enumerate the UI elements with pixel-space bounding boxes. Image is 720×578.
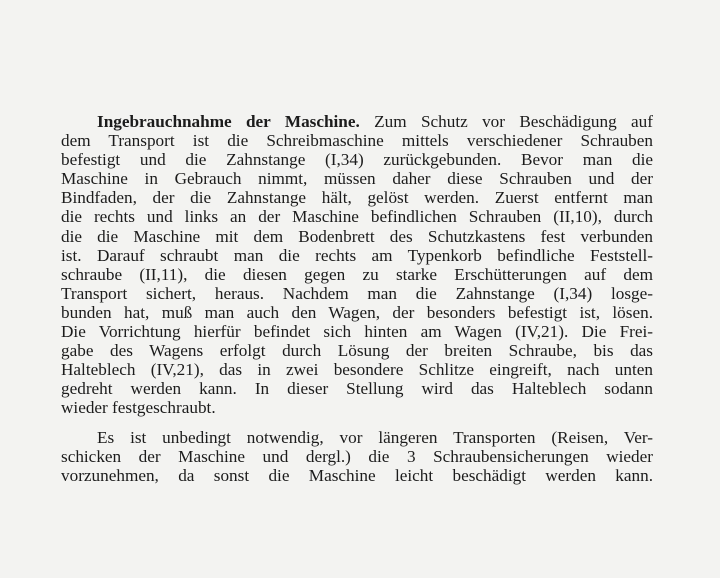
text-line: Maschine in Gebrauch nimmt, müssen daher diese Schrauben und der xyxy=(61,169,653,189)
text-line: gedreht werden kann. In dieser Stellung wird das Halteblech sodann xyxy=(61,379,653,399)
paragraph-1 xyxy=(61,112,653,418)
text-line: Bindfaden, der die Zahnstange hält, gelöst werden. Zuerst entfernt man xyxy=(61,188,653,208)
text-line xyxy=(61,112,653,131)
text-line: Halteblech (IV,21), das in zwei besondere Schlitze eingreift, nach unten xyxy=(61,360,653,380)
paragraph-spacer xyxy=(61,418,653,428)
text-line: wieder festgeschraubt. xyxy=(61,398,216,418)
text-line: Es ist unbedingt notwendig, vor längeren Transporten (Reisen, Ver- xyxy=(97,427,653,447)
text-line: schicken der Maschine und dergl.) die 3 Schraubensicherungen wieder xyxy=(61,446,653,466)
text-line: schraube (II,11), die diesen gegen zu starke Erschütterungen auf dem xyxy=(61,264,653,284)
text-line: die die Maschine mit dem Bodenbrett des Schutzkastens fest verbunden xyxy=(61,226,653,246)
text-line: die rechts und links an der Maschine befindlichen Schrauben (II,10), durch xyxy=(61,207,653,227)
paragraph-2 xyxy=(61,428,653,485)
text-line-content: Zum Schutz vor Beschädigung auf xyxy=(374,112,653,131)
text-line: Transport sichert, heraus. Nachdem man die Zahnstange (I,34) losge- xyxy=(61,283,653,303)
text-line: dem Transport ist die Schreibmaschine mittels verschiedener Schrauben xyxy=(61,131,653,151)
section-heading: Ingebrauchnahme der Maschine. xyxy=(97,112,360,131)
text-line: bunden hat, muß man auch den Wagen, der besonders befestigt ist, lösen. xyxy=(61,302,653,322)
document-text xyxy=(61,112,653,485)
text-line: vorzunehmen, da sonst die Maschine leicht beschädigt werden kann. xyxy=(61,465,653,485)
text-line: gabe des Wagens erfolgt durch Lösung der breiten Schraube, bis das xyxy=(61,341,653,361)
text-line: befestigt und die Zahnstange (I,34) zurückgebunden. Bevor man die xyxy=(61,150,653,170)
text-line: Die Vorrichtung hierfür befindet sich hinten am Wagen (IV,21). Die Frei- xyxy=(61,322,653,342)
text-line: ist. Darauf schraubt man die rechts am Typenkorb befindliche Feststell- xyxy=(61,245,653,265)
